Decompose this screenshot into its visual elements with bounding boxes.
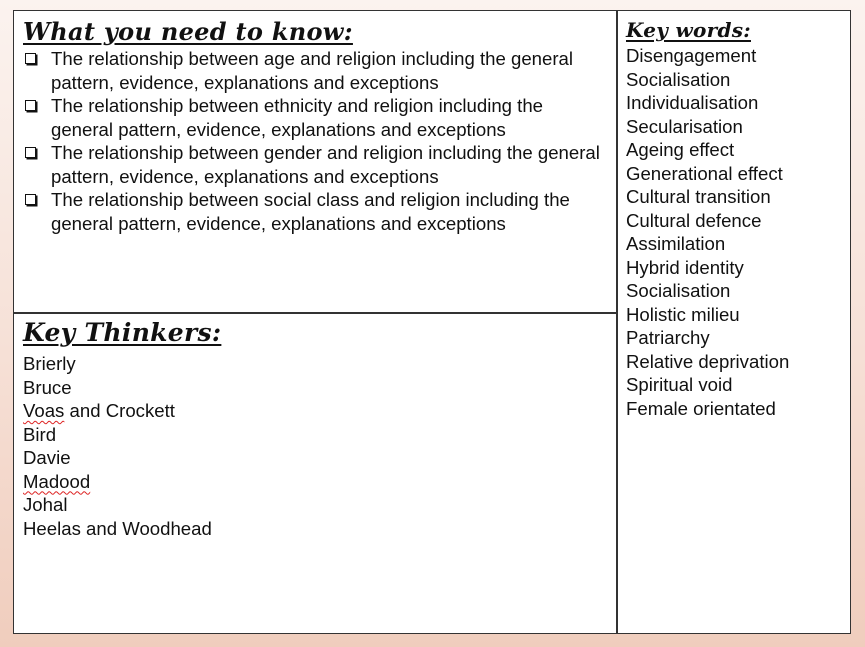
keyword: Disengagement: [626, 45, 757, 66]
know-item: [23, 47, 608, 94]
keyword: Assimilation: [626, 233, 726, 254]
know-item-text: The relationship between gender and religion including the general pattern, evidence, explanations and exceptions: [51, 142, 600, 187]
thinker-name: Bruce: [23, 376, 72, 398]
keyword: Socialisation: [626, 68, 731, 90]
keyword: Ageing effect: [626, 139, 735, 160]
keyword: Cultural transition: [626, 186, 771, 207]
worksheet-frame: [13, 10, 851, 634]
keywords-heading: Key words:: [626, 18, 751, 42]
know-item-text: The relationship between age and religion including the general pattern, evidence, explanations and exceptions: [51, 48, 574, 93]
keyword: Hybrid identity: [626, 256, 744, 278]
section-divider: [14, 312, 617, 314]
keyword: Cultural defence: [626, 209, 762, 231]
thinker-name: Bird: [23, 423, 57, 445]
thinker-name-part: Madood: [23, 470, 91, 492]
keyword: Holistic milieu: [626, 303, 740, 325]
thinkers-list: [23, 352, 608, 540]
keyword: Relative deprivation: [626, 350, 790, 372]
checkbox-icon[interactable]: [25, 100, 36, 111]
know-item-text: The relationship between ethnicity and religion including the general pattern, evidence, explanations and exceptions: [51, 95, 544, 140]
keyword: Spiritual void: [626, 374, 733, 395]
thinker-name: Heelas and Woodhead: [23, 517, 212, 539]
thinker-name-part: Voas: [23, 400, 65, 421]
column-divider: [616, 11, 618, 633]
know-list: [23, 47, 608, 235]
keyword: Secularisation: [626, 115, 743, 137]
checkbox-icon[interactable]: [25, 194, 36, 205]
thinker-name: [23, 399, 608, 423]
thinker-name: Davie: [23, 447, 71, 468]
keyword: Individualisation: [626, 92, 759, 113]
thinker-name: Brierly: [23, 353, 76, 374]
know-heading: What you need to know:: [23, 17, 353, 46]
know-item-text: The relationship between social class and religion including the general pattern, evidence, explanations and exceptions: [51, 189, 570, 234]
checkbox-icon[interactable]: [25, 53, 36, 64]
keyword: Female orientated: [626, 397, 776, 419]
keyword: Generational effect: [626, 162, 783, 184]
checkbox-icon[interactable]: [25, 147, 36, 158]
thinker-name: [23, 470, 608, 494]
know-item: [23, 141, 608, 188]
thinker-name-part: and Crockett: [69, 400, 175, 421]
thinkers-heading: Key Thinkers:: [23, 318, 222, 347]
key-words-section: [626, 17, 844, 420]
keyword: Socialisation: [626, 280, 731, 301]
keywords-list: [626, 44, 844, 420]
key-thinkers-section: [23, 317, 608, 540]
thinker-name: Johal: [23, 494, 68, 515]
know-item: [23, 188, 608, 235]
keyword: Patriarchy: [626, 327, 710, 348]
know-item: [23, 94, 608, 141]
what-you-need-to-know-section: [23, 17, 608, 235]
